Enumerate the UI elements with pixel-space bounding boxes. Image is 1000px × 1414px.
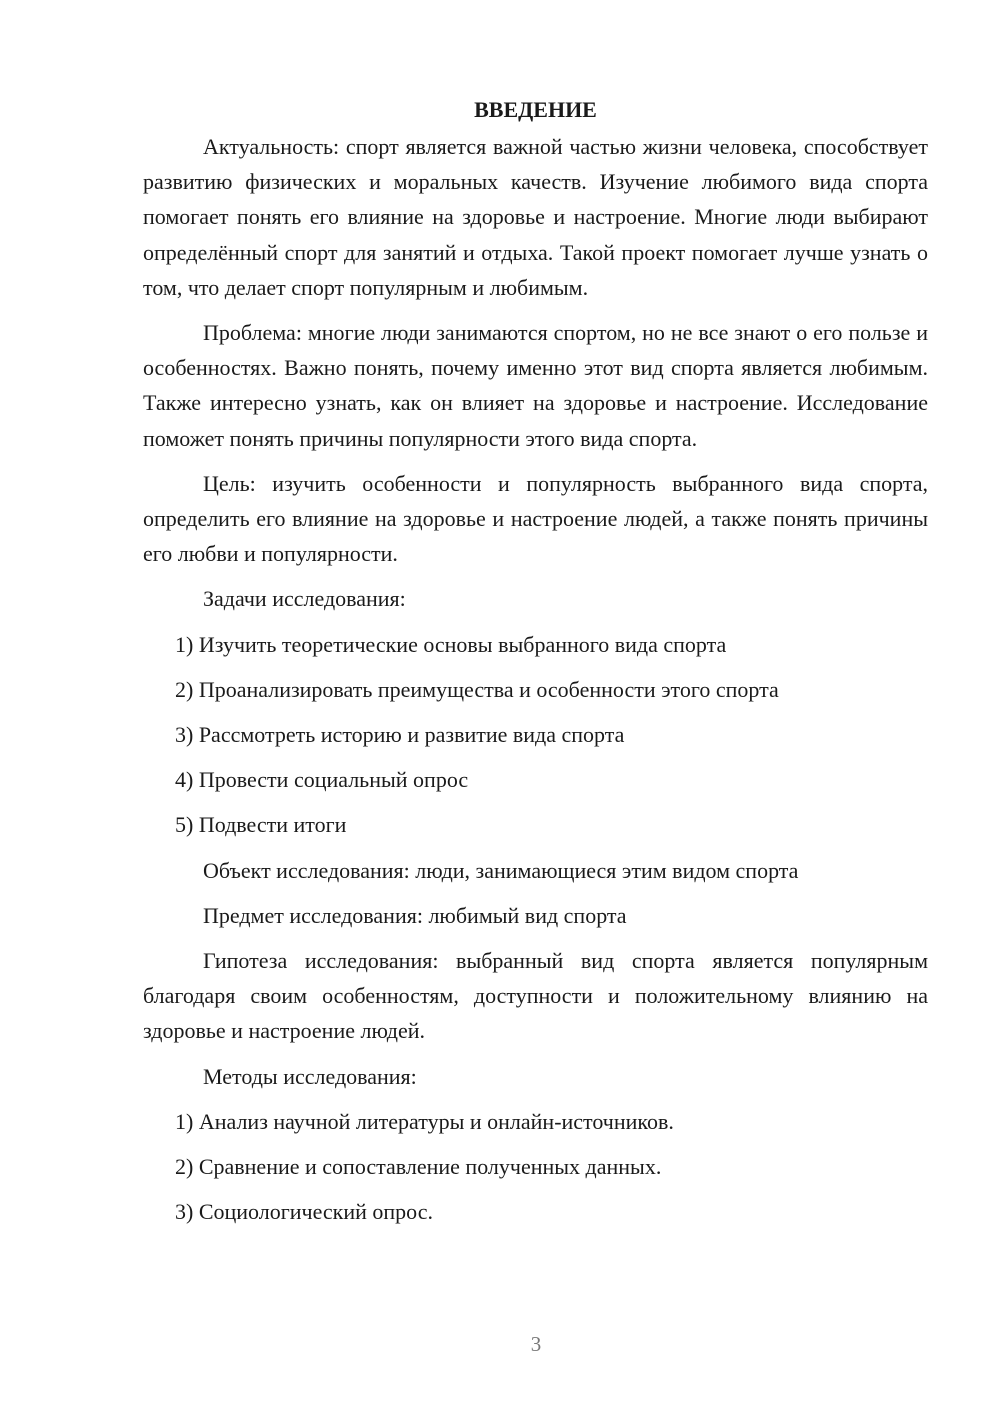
methods-heading: Методы исследования: bbox=[203, 1063, 417, 1089]
hypothesis-paragraph: Гипотеза исследования: выбранный вид спорта является популярным благодаря своим особенностям, доступности и положительному влиянию на здоровье и настроение людей. bbox=[143, 948, 928, 1044]
task-item: 5) Подвести итоги bbox=[175, 812, 347, 838]
method-item: 1) Анализ научной литературы и онлайн-источников. bbox=[175, 1108, 674, 1134]
tasks-heading: Задачи исследования: bbox=[203, 586, 406, 612]
goal-paragraph: Цель: изучить особенности и популярность выбранного вида спорта, определить его влияние на здоровье и настроение людей, а также понять причины его любви и популярности. bbox=[143, 470, 928, 567]
tasks-list bbox=[143, 627, 928, 843]
task-item: 1) Изучить теоретические основы выбранного вида спорта bbox=[175, 631, 727, 657]
relevance-paragraph: Актуальность: спорт является важной частью жизни человека, способствует развитию физических и моральных качеств. Изучение любимого вида спорта помогает понять его влияние на здоровье и настроение. Многие люди выбирают определённый спорт для занятий и отдыха. Такой проект помогает лучше узнать о том, что делает спорт популярным и любимым. bbox=[143, 134, 928, 300]
document-title: ВВЕДЕНИЕ bbox=[474, 97, 597, 122]
task-item: 4) Провести социальный опрос bbox=[175, 767, 469, 793]
method-item: 2) Сравнение и сопоставление полученных данных. bbox=[175, 1154, 662, 1180]
page-number: 3 bbox=[530, 1332, 542, 1356]
task-item: 3) Рассмотреть историю и развитие вида спорта bbox=[175, 722, 625, 748]
methods-list bbox=[143, 1104, 928, 1230]
task-item: 2) Проанализировать преимущества и особенности этого спорта bbox=[175, 676, 779, 702]
subject-paragraph: Предмет исследования: любимый вид спорта bbox=[203, 902, 627, 928]
object-paragraph: Объект исследования: люди, занимающиеся этим видом спорта bbox=[203, 857, 799, 883]
method-item: 3) Социологический опрос. bbox=[175, 1199, 433, 1225]
document-page bbox=[143, 92, 928, 1229]
problem-paragraph: Проблема: многие люди занимаются спортом, но не все знают о его пользе и особенностях. Важно понять, почему именно этот вид спорта является любимым. Также интересно узнать, как он влияет на здоровье и настроение. Исследование поможет понять причины популярности этого вида спорта. bbox=[143, 320, 928, 451]
